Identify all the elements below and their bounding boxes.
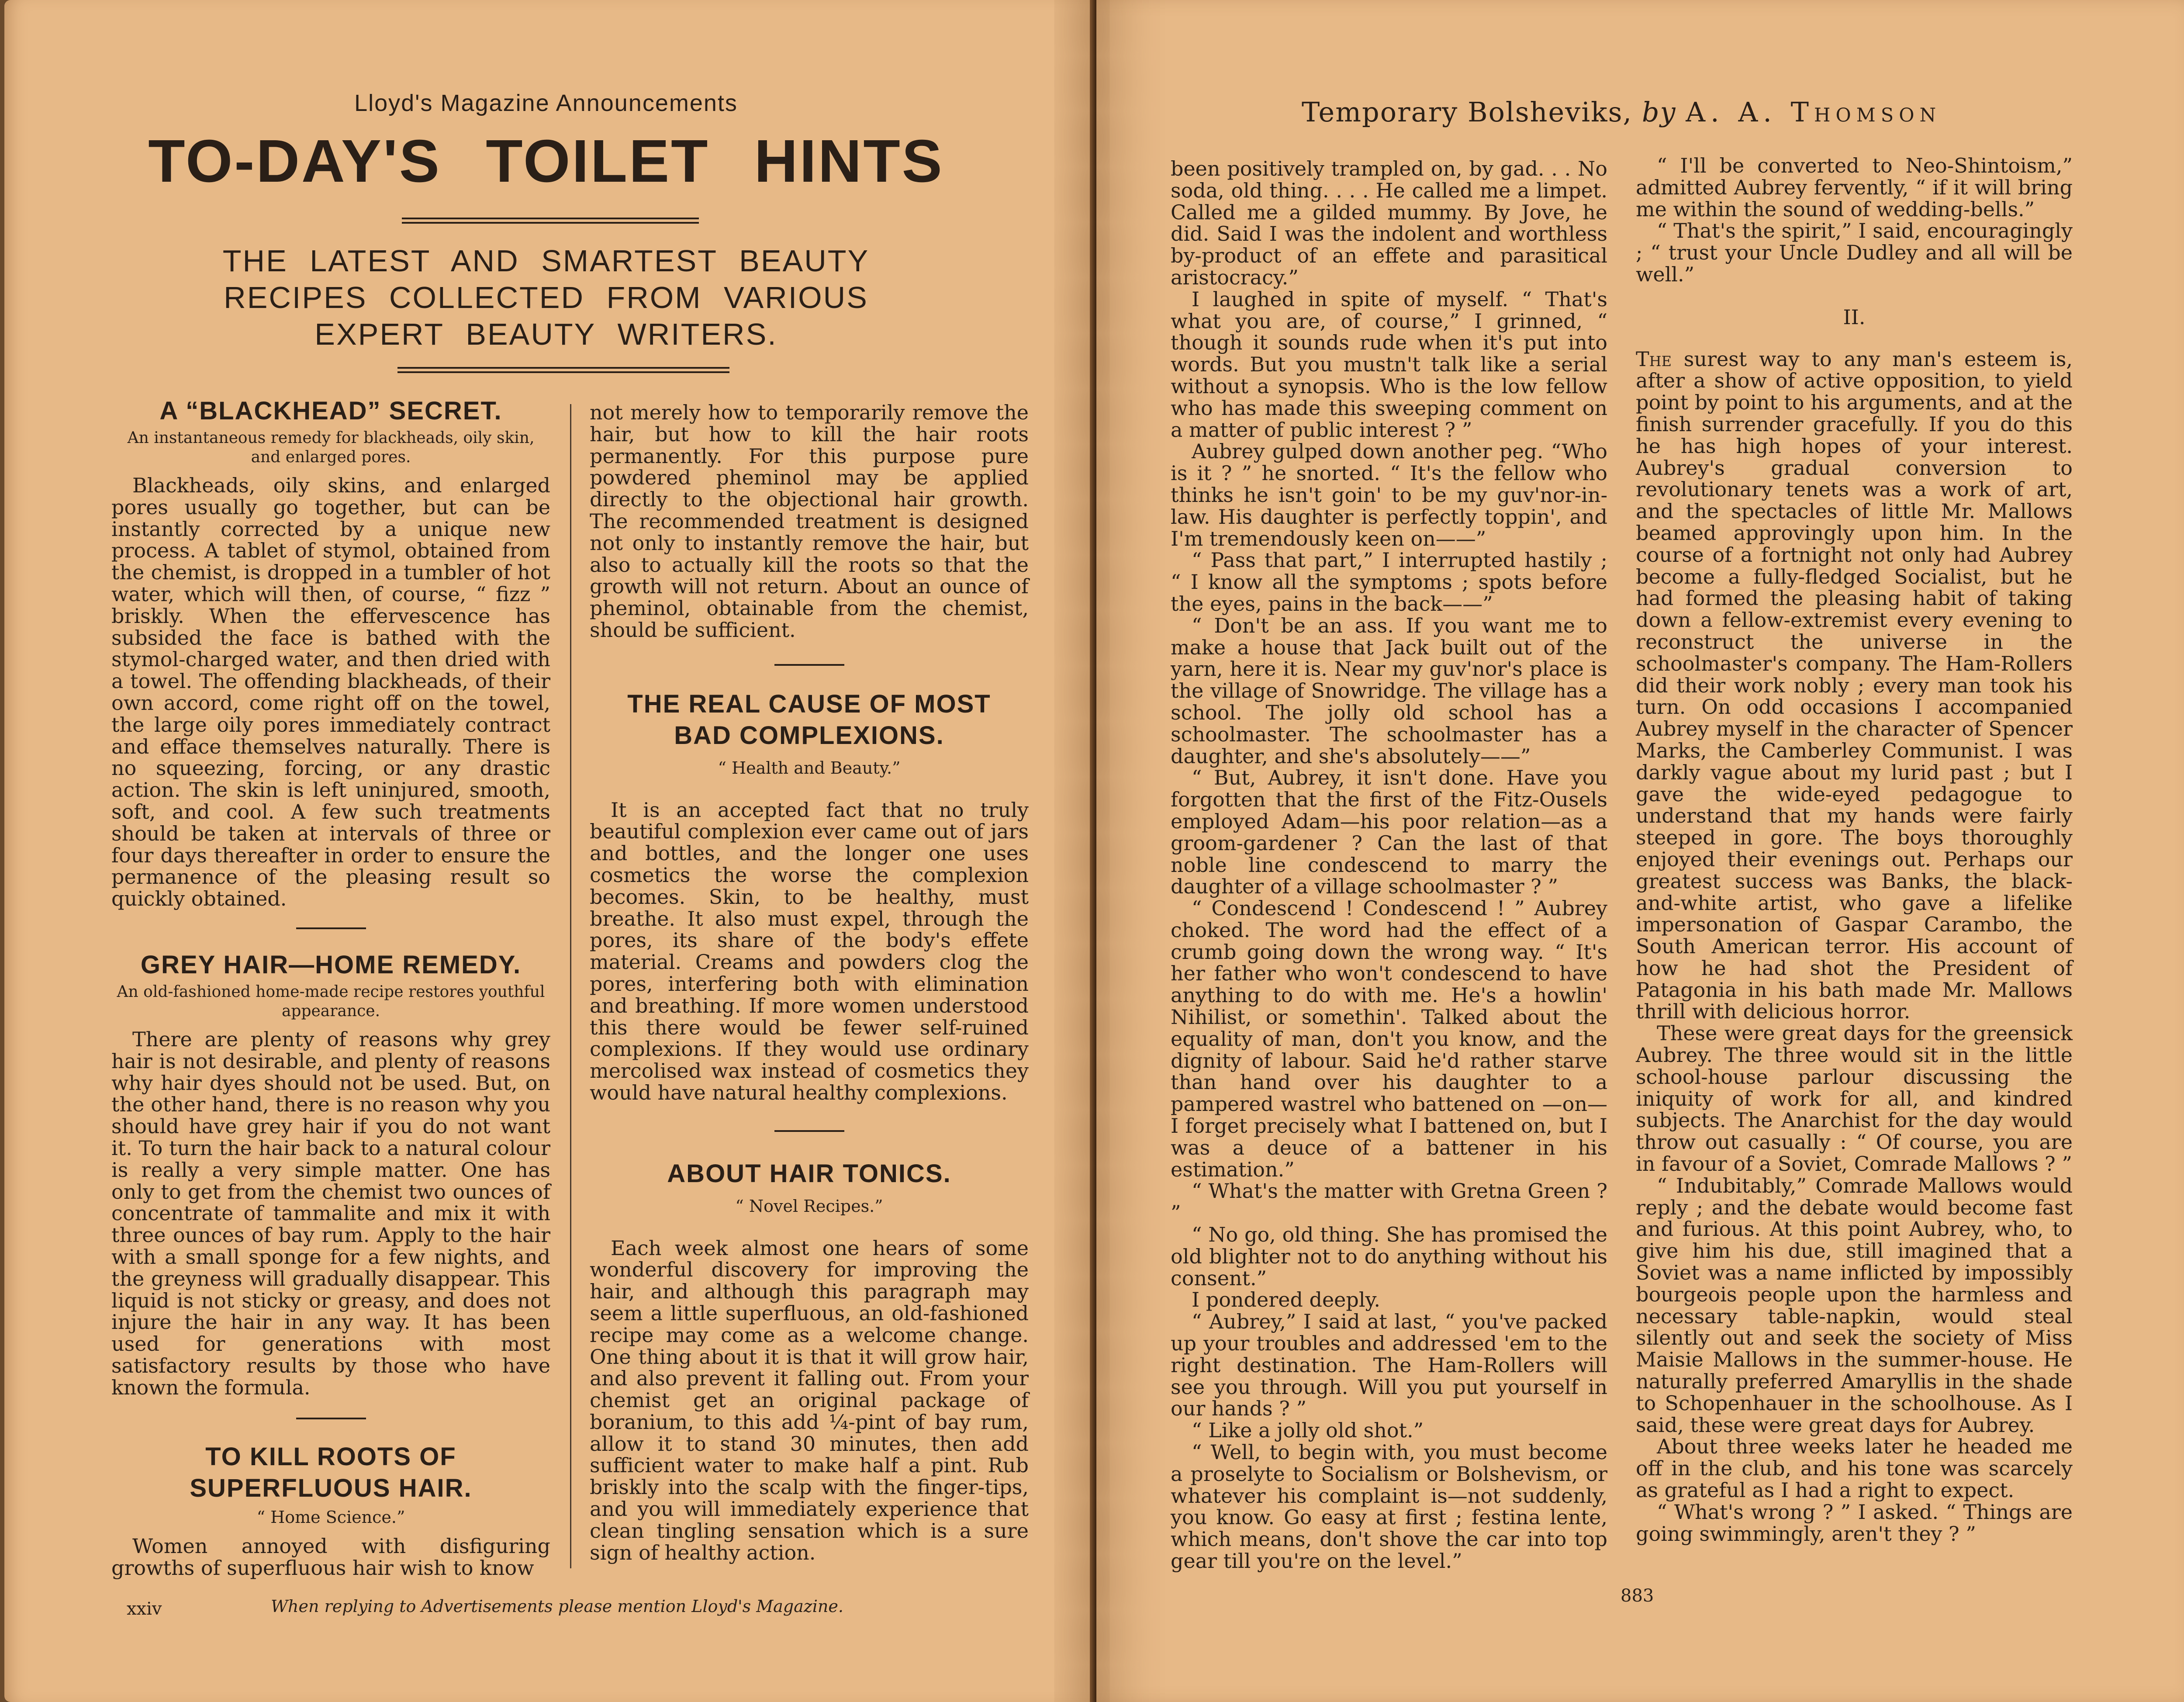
running-title (1302, 96, 1957, 128)
story-paragraph: I laughed in spite of myself. “ That's what you are, of course,” I grinned, “ though it sounds rude when it's put into words. But you mustn't talk like a serial without a synopsis. Who is the low fellow who has made this sweeping comment on a matter of public interest ? ” (1171, 287, 1607, 442)
article-body: Blackheads, oily skins, and enlarged pores usually go together, but can be instantly corrected by a unique new process. A tablet of stymol, obtained from the chemist, is dropped in a tumbler of hot water, which will then, of course, “ fizz ” briskly. When the effervescence has subsided the face is bathed with the stymol-charged water, and then dried with a towel. The offending blackheads, of their own accord, come right off on the towel, the large oily pores immediately contract and efface themselves naturally. There is no squeezing, forcing, or any drastic action. The skin is left uninjured, smooth, soft, and cool. A few such treatments should be taken at intervals of three or four days thereafter in order to ensure the permanence of the pleasing result so quickly obtained. (111, 474, 550, 911)
subtitle-rule-bottom (397, 371, 729, 373)
subtitle-line: RECIPES COLLECTED FROM VARIOUS (224, 280, 868, 315)
divider (774, 1130, 844, 1132)
section-heading: ABOUT HAIR TONICS. (667, 1159, 951, 1188)
divider (296, 1418, 366, 1419)
story-paragraph: “ That's the spirit,” I said, encouragingly ; “ trust your Uncle Dudley and all will be well.” (1636, 219, 2073, 286)
left-page (4, 0, 1096, 1702)
section-heading: SUPERFLUOUS HAIR. (190, 1474, 472, 1503)
page-number: 883 (1621, 1586, 1654, 1606)
section-source: “ Novel Recipes.” (735, 1196, 883, 1216)
running-title-author: A. A. Thomson (1686, 96, 1942, 128)
left-column (111, 395, 550, 1579)
story-column-2 (1636, 155, 2073, 1545)
story-text: surest way to any man's esteem is, after a show of active opposition, to yield point by point to his arguments, and at the finish surrender gracefully. If you do this he has high hopes of your interest. Aubrey's gradual conversion to revolutionary tenets was a work of art, and the spectacles of little Mr. Mallows beamed approvingly upon him. In the course of a fortnight not only had Aubrey become a fully-fledged Socialist, but he had formed the pleasing habit of taking down a fellow-extremist every evening to reconstruct the universe in the schoolmaster's company. The Ham-Rollers did their work nobly ; every man took his turn. On odd occasions I accompanied Aubrey myself in the character of Spencer Marks, the Camberley Communist. I was darkly vague about my lurid past ; but I gave the wide-eyed pedagogue to understand that my hands were fairly steeped in gore. The boys thoroughly enjoyed their evenings out. Perhaps our greatest success was Banks, the black-and-white artist, who gave a lifelike impersonation of Gaspar Carambo, the South American terror. His account of how he had shot the President of Patagonia in his bath made Mr. Mallows thrill with delicious horror. (1636, 347, 2073, 1024)
section-number: II. (1843, 305, 1866, 329)
article-body: Each week almost one hears of some wonderful discovery for improving the hair, and although this paragraph may seem a little superfluous, an old-fashioned recipe may come as a welcome change. One thing about it is that it will grow hair, and also prevent it falling out. From your chemist get an original package of boranium, to this add ¼-pint of bay rum, allow it to stand 30 minutes, then add sufficient water to make half a pint. Rub briskly into the scalp with the finger-tips, and you will immediately experience that clean tingling sensation which is a sure sign of healthy action. (590, 1236, 1029, 1564)
divider (296, 927, 366, 929)
story-paragraph: About three weeks later he headed me off in the club, and his tone was scarcely as grateful as I had a right to expect. (1636, 1435, 2073, 1502)
running-title-by: by (1641, 96, 1676, 128)
article-body: It is an accepted fact that no truly beautiful complexion ever came out of jars and bottles, and the longer one uses cosmetics the worse the complexion becomes. Skin, to be healthy, must breathe. It also must expel, through the pores, its share of the body's effete material. Creams and powders clog the pores, interfering both with elimination and breathing. If more women understood this there would be fewer self-ruined complexions. If they would use ordinary mercolised wax instead of cosmetics they would have natural healthy complexions. (590, 798, 1029, 1104)
right-page (1096, 0, 2184, 1702)
story-paragraph: “ What's wrong ? ” I asked. “ Things are going swimmingly, aren't they ? ” (1636, 1500, 2073, 1546)
article-body: Women annoyed with disfiguring growths of superfluous hair wish to know (111, 1534, 550, 1580)
column-divider (570, 404, 571, 1568)
masthead: Lloyd's Magazine Announcements (354, 90, 738, 116)
story-paragraph: “ Well, to begin with, you must become a proselyte to Socialism or Bolshevism, or whatever his complaint is—not suddenly, you know. Go easy at first ; festina lente, which means, don't shove the car into top gear till you're on the level.” (1171, 1440, 1607, 1573)
story-paragraph: “ Pass that part,” I interrupted hastily ; “ I know all the symptoms ; spots before the eyes, pains in the back——” (1171, 548, 1607, 616)
divider (774, 664, 844, 666)
subtitle-line: THE LATEST AND SMARTEST BEAUTY (222, 244, 870, 278)
article-body: There are plenty of reasons why grey hair is not desirable, and plenty of reasons why hair dyes should not be used. But, on the other hand, there is no reason why you should have grey hair if you do not want it. To turn the hair back to a natural colour is really a very simple matter. One has only to get from the chemist two ounces of concentrate of tammalite and mix it with three ounces of bay rum. Apply to the hair with a small sponge for a few nights, and the greyness will gradually disappear. This liquid is not sticky or greasy, and does not injure the hair in any way. It has been used for generations with most satisfactory results by those who have known the formula. (111, 1027, 550, 1399)
section-source: “ Health and Beauty.” (718, 758, 901, 778)
story-paragraph: “ Aubrey,” I said at last, “ you've packed up your troubles and addressed 'em to the right destination. The Ham-Rollers will see you through. Will you put yourself in our hands ? ” (1171, 1310, 1607, 1421)
story-paragraph: “ But, Aubrey, it isn't done. Have you forgotten that the first of the Fitz-Ousels employed Adam—his poor relation—as a groom-gardener ? Can the last of that noble line condescend to marry the daughter of a village schoolmaster ? ” (1171, 766, 1607, 899)
section-heading: TO KILL ROOTS OF (205, 1443, 456, 1471)
article-body: not merely how to temporarily remove the hair, but how to kill the hair roots permanently. For this purpose pure powdered pheminol may be applied directly to the objectional hair growth. The recommended treatment is designed not only to instantly remove the hair, but also to actually kill the roots so that the growth will not return. About an ounce of pheminol, obtainable from the chemist, should be sufficient. (590, 401, 1029, 642)
section-heading: GREY HAIR—HOME REMEDY. (140, 950, 522, 979)
story-paragraph: These were great days for the greensick Aubrey. The three would sit in the little school-house parlour discussing the iniquity of work for all, and kindred subjects. The Anarchist for the day would throw out casually : “ Of course, you are in favour of a Soviet, Comrade Mallows ? ” (1636, 1021, 2073, 1176)
right-column (590, 402, 1029, 1564)
footer-note: When replying to Advertisements please mention Lloyd's Magazine. (271, 1597, 843, 1616)
title-rule-bottom (402, 222, 699, 224)
story-paragraph: “ I'll be converted to Neo-Shintoism,” admitted Aubrey fervently, “ if it will bring me within the sound of wedding-bells.” (1636, 154, 2073, 221)
section-heading: BAD COMPLEXIONS. (674, 721, 944, 750)
story-paragraph: “ No go, old thing. She has promised the old blighter not to do anything without his consent.” (1171, 1223, 1607, 1290)
section-source: “ Home Science.” (256, 1508, 405, 1527)
running-title-text: Temporary Bolsheviks, (1302, 96, 1633, 128)
section-heading: THE REAL CAUSE OF MOST (627, 689, 991, 718)
page-number: xxiv (127, 1599, 162, 1619)
story-paragraph: “ Don't be an ass. If you want me to make a house that Jack built out of the yarn, here it is. Near my guv'nor's place is the village of Snowridge. The village has a school. The jolly old school has a schoolmaster. The schoolmaster has a daughter, and she's absolutely——” (1171, 613, 1607, 768)
section-subheading: An old-fashioned home-made recipe restores youthful appearance. (117, 982, 545, 1020)
story-paragraph (1636, 349, 2073, 1023)
drop-word: The (1636, 347, 1672, 371)
section-heading: A “BLACKHEAD” SECRET. (159, 397, 502, 425)
story-paragraph: Aubrey gulped down another peg. “Who is it ? ” he snorted. “ It's the fellow who thinks he isn't goin' to be my guv'nor-in-law. His daughter is perfectly toppin', and I'm tremendously keen on——” (1171, 439, 1607, 550)
story-paragraph: been positively trampled on, by gad. . . No soda, old thing. . . . He called me a limpet. Called me a gilded mummy. By Jove, he did. Said I was the indolent and worthless by-product of an effete and parasitical aristocracy.” (1171, 157, 1607, 289)
subtitle-rule-top (397, 367, 729, 369)
story-paragraph: I pondered deeply. (1192, 1288, 1381, 1312)
story-column-1 (1171, 158, 1607, 1572)
subtitle-line: EXPERT BEAUTY WRITERS. (314, 317, 778, 351)
story-paragraph: “ Indubitably,” Comrade Mallows would reply ; and the debate would become fast and furious. At this point Aubrey, who, to give him his due, still imagined that a Soviet was a name inflicted by impossibly bourgeois people upon the harmless and necessary table-napkin, would steal silently out and seek the society of Miss Maisie Mallows in the summer-house. He naturally preferred Amaryllis in the shade to Schopenhauer in the schoolhouse. As I said, these were great days for Aubrey. (1636, 1173, 2073, 1437)
story-paragraph: “ Condescend ! Condescend ! ” Aubrey choked. The word had the effect of a crumb going down the wrong way. “ It's her father who won't condescend to have anything to do with me. He's a howlin' Nihilist, or somethin'. Talked about the equality of man, don't you know, and the dignity of labour. Said he'd rather starve than hand over his daughter to a pampered wastrel who battened on —on—I forget precisely what I battened on, but I was a deuce of a battener in his estimation.” (1171, 896, 1607, 1181)
story-paragraph: “ Like a jolly old shot.” (1192, 1418, 1424, 1443)
title-rule-top (402, 218, 699, 219)
subtitle (179, 242, 913, 353)
story-paragraph: “ What's the matter with Gretna Green ? ” (1171, 1179, 1607, 1225)
section-subheading: An instantaneous remedy for blackheads, oily skin, and enlarged pores. (127, 429, 535, 466)
page-title: TO-DAY'S TOILET HINTS (148, 128, 944, 195)
